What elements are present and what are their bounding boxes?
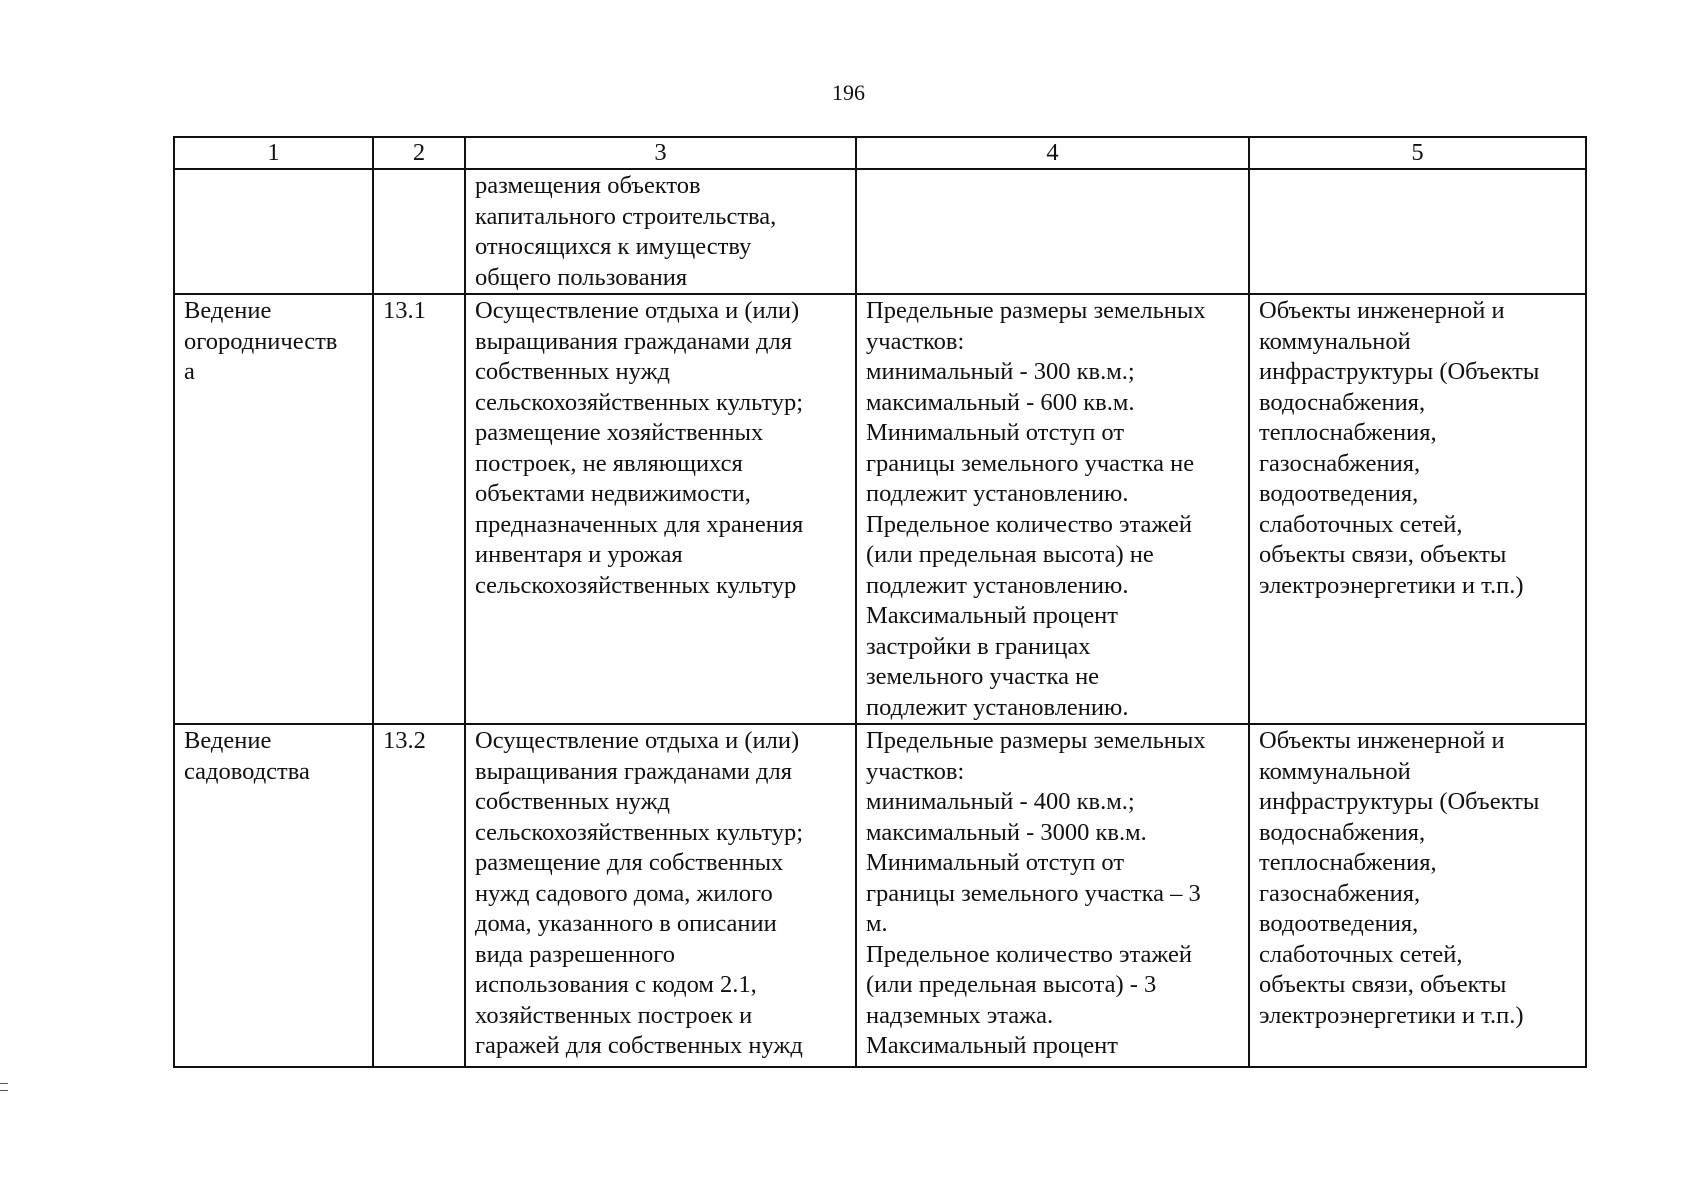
table-row [174, 724, 1586, 1067]
column-number-header: 4 [856, 137, 1249, 169]
objects-cell [1249, 169, 1586, 294]
parameters-cell: Предельные размеры земельных участков: минимальный - 300 кв.м.; максимальный - 600 кв.м. Минимальный отступ от границы земельного участка не подлежит установлению. Предельное количество этажей (или предельная высота) не подлежит установлению. Максимальный процент застройки в границах земельного участка не подлежит установлению. [856, 294, 1249, 724]
page-number: 196 [832, 80, 865, 105]
objects-cell: Объекты инженерной и коммунальной инфраструктуры (Объекты водоснабжения, теплоснабжения, газоснабжения, водоотведения, слаботочных сетей, объекты связи, объекты электроэнергетики и т.п.) [1249, 724, 1586, 1067]
use-name-cell: Ведение садоводства [174, 724, 373, 1067]
use-code-cell: 13.2 [373, 724, 465, 1067]
column-number-header: 2 [373, 137, 465, 169]
table-header-row [174, 137, 1586, 169]
use-description-cell: Осуществление отдыха и (или) выращивания гражданами для собственных нужд сельскохозяйственных культур; размещение хозяйственных построек, не являющихся объектами недвижимости, предназначенных для хранения инвентаря и урожая сельскохозяйственных культур [465, 294, 856, 724]
use-description-cell: Осуществление отдыха и (или) выращивания гражданами для собственных нужд сельскохозяйственных культур; размещение для собственных нужд садового дома, жилого дома, указанного в описании вида разрешенного использования с кодом 2.1, хозяйственных построек и гаражей для собственных нужд [465, 724, 856, 1067]
use-name-cell: Ведение огородничеств а [174, 294, 373, 724]
objects-cell: Объекты инженерной и коммунальной инфраструктуры (Объекты водоснабжения, теплоснабжения, газоснабжения, водоотведения, слаботочных сетей, объекты связи, объекты электроэнергетики и т.п.) [1249, 294, 1586, 724]
use-name-cell [174, 169, 373, 294]
use-description-cell: размещения объектов капитального строительства, относящихся к имуществу общего пользования [465, 169, 856, 294]
table-row [174, 169, 1586, 294]
land-use-table [173, 136, 1587, 1068]
use-code-cell [373, 169, 465, 294]
scan-edge-mark [0, 1083, 8, 1091]
column-number-header: 3 [465, 137, 856, 169]
table-row [174, 294, 1586, 724]
use-code-cell: 13.1 [373, 294, 465, 724]
column-number-header: 5 [1249, 137, 1586, 169]
parameters-cell [856, 169, 1249, 294]
column-number-header: 1 [174, 137, 373, 169]
parameters-cell: Предельные размеры земельных участков: минимальный - 400 кв.м.; максимальный - 3000 кв.м. Минимальный отступ от границы земельного участка – 3 м. Предельное количество этажей (или предельная высота) - 3 надземных этажа. Максимальный процент [856, 724, 1249, 1067]
